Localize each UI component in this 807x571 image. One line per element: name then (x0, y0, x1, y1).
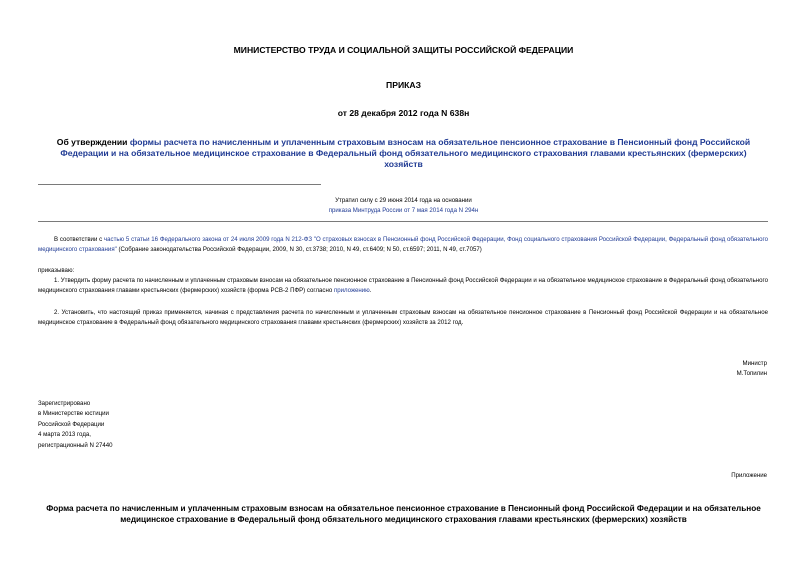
order-word: приказываю: (38, 267, 75, 274)
registration-line1: Зарегистрировано (38, 400, 91, 407)
repeal-status-line1: Утратил силу с 29 июня 2014 года на основании (335, 197, 472, 204)
item-1-text: 1. Утвердить форму расчета по начисленным и уплаченным страховым взносам на обязательное пенсионное страхование в Пенсионный фонд Российской Федерации и на обязательное медицинское страхование в Федеральный фонд обязательного медицинского страхования главами крестьянских (фермерских) хозяйств (форма РСВ-2 ПФР) согласно (38, 277, 768, 295)
preamble-paragraph (38, 235, 768, 255)
item-2-paragraph (38, 308, 768, 328)
title-form-link[interactable]: формы расчета по начисленным и уплаченным страховым взносам на обязательное пенсионное страхование в Пенсионный фонд Российской Федерации и на обязательное медицинское страхование в Федеральный фонд обязательного медицинского страхования главами крестьянских (фермерских) хозяйств (60, 137, 751, 169)
registration-line2: в Министерстве юстиции (38, 410, 109, 418)
signature-name: М.Топилин (736, 370, 767, 377)
doc-type-heading: ПРИКАЗ (386, 80, 421, 90)
divider-full (38, 221, 768, 222)
signature-block (737, 359, 767, 379)
title-prefix: Об утверждении (56, 137, 130, 147)
registration-block (38, 399, 113, 451)
preamble-suffix: (Собрание законодательства Российской Федерации, 2009, N 30, ст.3738; 2010, N 49, ст.6409; N 50, ст.6597; 2011, N 49, ст.7057) (116, 246, 482, 254)
registration-line5: регистрационный N 27440 (38, 441, 113, 449)
appendix-link[interactable]: приложению (333, 287, 370, 295)
registration-line3: Российской Федерации (38, 420, 105, 428)
signature-position: Министр (742, 360, 767, 367)
item-2-text: 2. Установить, что настоящий приказ применяется, начиная с представления расчета по начисленным и уплаченным страховым взносам на обязательное пенсионное страхование в Пенсионный фонд Российской Федерации и на обязательное медицинское страхование в Федеральный фонд обязательного медицинского страхования главами крестьянских (фермерских) хозяйств за 2012 год. (38, 309, 768, 327)
item-1-paragraph (38, 276, 768, 296)
registration-line4: 4 марта 2013 года, (38, 431, 91, 439)
preamble-prefix: В соответствии с (54, 236, 104, 243)
federal-law-link[interactable]: частью 5 статьи 16 Федерального закона от 24 июля 2009 года N 212-ФЗ "О страховых взносах в Пенсионный фонд Российской Федерации, Фонд социального страхования Российской Федерации, Федеральный фонд обязательного медицинского страхования" (38, 236, 768, 254)
repeal-order-link[interactable]: приказа Минтруда России от 7 мая 2014 года N 294н (328, 207, 479, 214)
appendix-label: Приложение (731, 472, 767, 479)
date-number-heading: от 28 декабря 2012 года N 638н (337, 108, 470, 118)
divider-short (38, 184, 321, 185)
repeal-status (180, 196, 627, 216)
appendix-title: Форма расчета по начисленным и уплаченным страховым взносам на обязательное пенсионное страхование в Пенсионный фонд Российской Федерации и на обязательное медицинское страхование в Федеральный фонд обязательного медицинского страхования главами крестьянских (фермерских) хозяйств (46, 504, 761, 524)
ministry-heading: МИНИСТЕРСТВО ТРУДА И СОЦИАЛЬНОЙ ЗАЩИТЫ РОССИЙСКОЙ ФЕДЕРАЦИИ (233, 45, 574, 55)
item-1-end: . (369, 287, 372, 295)
document-title (50, 137, 757, 170)
